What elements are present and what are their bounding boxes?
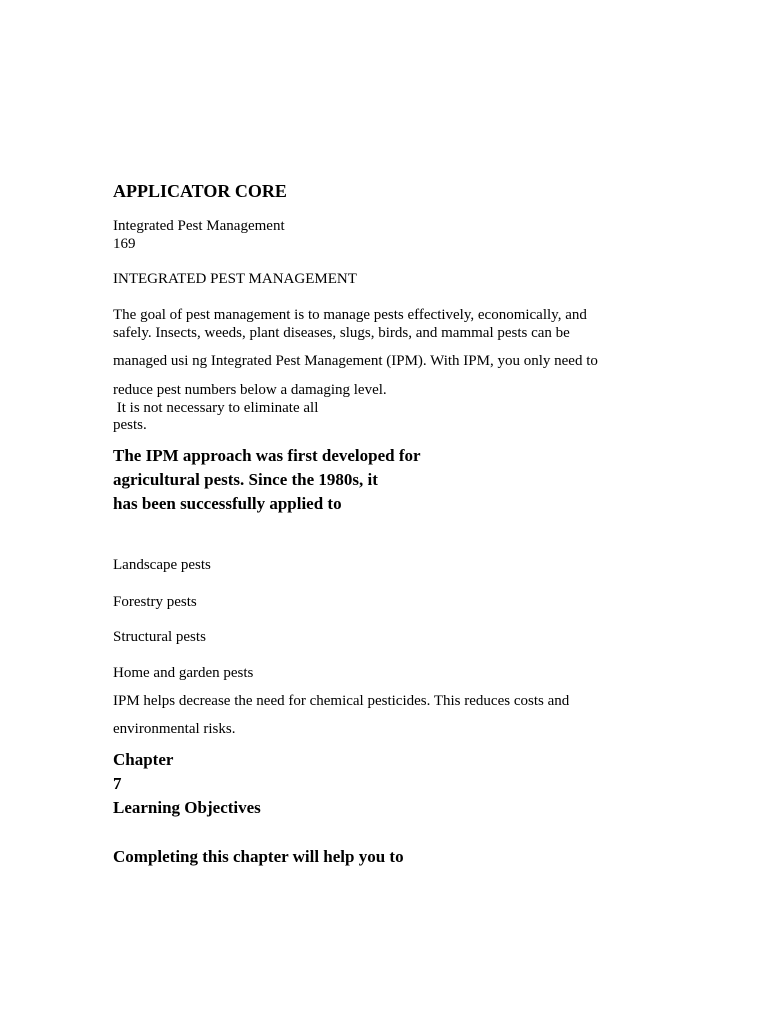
- intro-line: reduce pest numbers below a damaging level.: [113, 382, 387, 398]
- application-item: Landscape pests: [113, 557, 211, 573]
- closing-line: environmental risks.: [113, 721, 236, 737]
- intro-line: It is not necessary to eliminate all: [113, 400, 319, 416]
- closing-line: IPM helps decrease the need for chemical pesticides. This reduces costs and: [113, 693, 570, 709]
- highlight-line: The IPM approach was first developed for: [113, 446, 421, 465]
- objectives-intro: Completing this chapter will help you to: [113, 847, 404, 866]
- highlight-line: agricultural pests. Since the 1980s, it: [113, 470, 378, 489]
- application-item: Home and garden pests: [113, 665, 254, 681]
- section-heading: INTEGRATED PEST MANAGEMENT: [113, 271, 357, 287]
- intro-line: managed usi ng Integrated Pest Management (IPM). With IPM, you only need to: [113, 353, 598, 369]
- chapter-number: 7: [113, 774, 122, 793]
- learning-objectives-title: Learning Objectives: [113, 798, 261, 817]
- page-number: 169: [113, 236, 136, 252]
- intro-line: safely. Insects, weeds, plant diseases, slugs, birds, and mammal pests can be: [113, 325, 570, 341]
- highlight-line: has been successfully applied to: [113, 494, 342, 513]
- application-item: Forestry pests: [113, 594, 197, 610]
- document-title: APPLICATOR CORE: [113, 181, 287, 201]
- application-item: Structural pests: [113, 629, 206, 645]
- document-subtitle: Integrated Pest Management: [113, 218, 285, 234]
- intro-line: The goal of pest management is to manage pests effectively, economically, and: [113, 307, 587, 323]
- intro-line: pests.: [113, 417, 147, 433]
- chapter-label: Chapter: [113, 750, 174, 769]
